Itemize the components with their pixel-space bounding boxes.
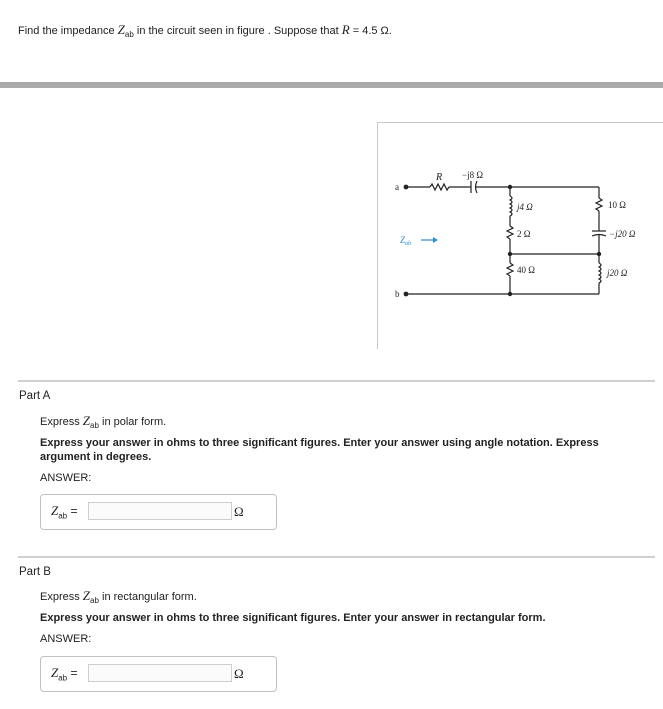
resistor-2-label: 2 Ω — [517, 229, 531, 239]
part-b-instructions: Express your answer in ohms to three significant figures. Enter your answer in rectangular form. — [40, 612, 546, 624]
node-a-dot — [404, 185, 409, 190]
part-b-answer-input[interactable] — [88, 664, 232, 682]
inductor-j20-label: j20 Ω — [607, 268, 628, 278]
lead-z: Z — [82, 588, 91, 603]
node-b-label: b — [395, 289, 400, 299]
part-a-title: Part A — [19, 390, 51, 402]
zab-label: $Z_{ab}$ — [400, 235, 412, 247]
z-subscript: ab — [124, 30, 134, 40]
answer-sub: ab — [58, 511, 68, 521]
junction-dot — [597, 252, 601, 256]
resistor-10 — [596, 198, 602, 211]
resistor-R — [430, 184, 449, 190]
part-b-answer-box — [40, 656, 277, 692]
lead-sub: ab — [90, 421, 99, 431]
lead-sub: ab — [90, 596, 99, 606]
junction-dot — [508, 292, 512, 296]
header-separator-bar — [0, 82, 663, 88]
part-b-lead — [40, 588, 197, 605]
answer-label — [51, 665, 77, 682]
cap-j20-label: −j20 Ω — [609, 229, 636, 239]
resistor-40-label: 40 Ω — [517, 265, 535, 275]
answer-z: Z — [51, 665, 59, 680]
node-a-label: a — [395, 182, 399, 192]
r-symbol: R — [341, 22, 350, 37]
resistor-2 — [507, 226, 513, 239]
z-symbol: Z — [117, 22, 125, 37]
r-label: R — [436, 172, 443, 183]
answer-equals: = — [67, 504, 78, 518]
part-b-title: Part B — [19, 566, 51, 578]
resistor-40 — [507, 263, 513, 276]
unit-ohm: Ω — [234, 504, 244, 519]
part-a-divider — [18, 380, 655, 382]
answer-label — [51, 503, 77, 520]
part-a-answer-input[interactable] — [88, 502, 232, 520]
lead-prefix: Express — [40, 416, 83, 428]
unit-ohm: Ω — [234, 666, 244, 681]
inductor-j4-label: j4 Ω — [517, 202, 533, 212]
zab-arrowhead — [433, 237, 438, 243]
part-a-instructions: Express your answer in ohms to three significant figures. Enter your answer using angle notation. Express argument in degrees. — [40, 437, 599, 463]
part-a-lead — [40, 413, 166, 430]
answer-z: Z — [51, 503, 59, 518]
problem-middle: in the circuit seen in figure . Suppose that — [133, 25, 342, 37]
answer-equals: = — [67, 666, 78, 680]
circuit-diagram — [378, 123, 663, 349]
lead-z: Z — [82, 413, 91, 428]
circuit-figure — [377, 122, 663, 349]
node-b-dot — [404, 292, 409, 297]
cap-j8-label: −j8 Ω — [462, 170, 484, 180]
part-a-answer-box — [40, 494, 277, 530]
answer-sub: ab — [58, 673, 68, 683]
lead-suffix: in rectangular form. — [98, 591, 197, 603]
junction-dot — [508, 185, 512, 189]
part-b-answer-caption: ANSWER: — [40, 633, 92, 645]
junction-dot — [508, 252, 512, 256]
problem-statement — [18, 22, 392, 39]
circuit-wires — [408, 181, 606, 294]
inductor-j4 — [510, 196, 512, 216]
lead-prefix: Express — [40, 591, 83, 603]
lead-suffix: in polar form. — [98, 416, 167, 428]
resistor-10-label: 10 Ω — [608, 200, 626, 210]
part-a-answer-caption: ANSWER: — [40, 472, 92, 484]
inductor-j20 — [599, 263, 601, 283]
r-value: = 4.5 Ω. — [349, 25, 392, 37]
part-b-divider — [18, 556, 655, 558]
problem-prefix: Find the impedance — [18, 25, 118, 37]
